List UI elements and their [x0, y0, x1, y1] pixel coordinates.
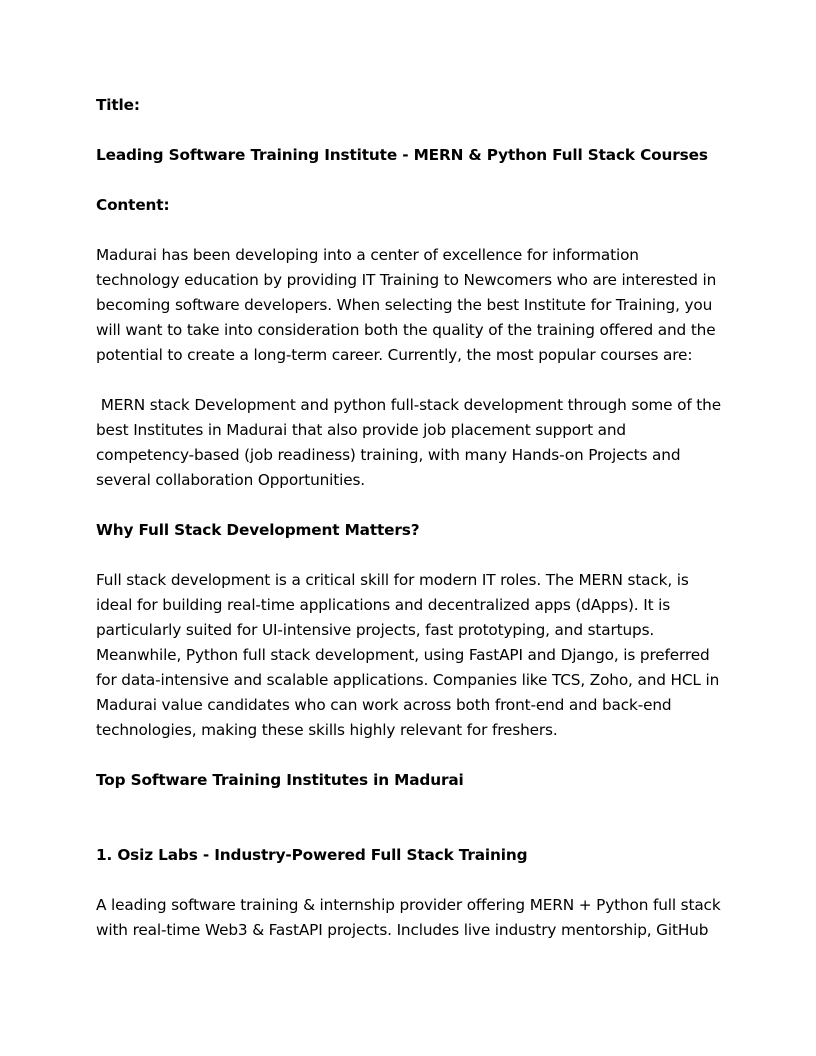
content-label: Content:: [96, 196, 170, 214]
intro-paragraph: Madurai has been developing into a center of excellence for information technology education by providing IT Training to Newcomers who are interested in becoming software developers. When selecting the best Institute for Training, you will want to take into consideration both the quality of the training offered and the potential to create a long-term career. Currently, the most popular courses are:: [96, 246, 717, 364]
top-institutes-heading: Top Software Training Institutes in Madurai: [96, 771, 464, 789]
document-page: [96, 93, 726, 968]
title-label: Title:: [96, 96, 140, 114]
institute-1-heading: 1. Osiz Labs - Industry-Powered Full Stack Training: [96, 846, 528, 864]
why-heading: Why Full Stack Development Matters?: [96, 521, 420, 539]
courses-paragraph: MERN stack Development and python full-stack development through some of the best Institutes in Madurai that also provide job placement support and competency-based (job readiness) training, with many Hands-on Projects and several collaboration Opportunities.: [96, 396, 726, 489]
document-title: Leading Software Training Institute - MERN & Python Full Stack Courses: [96, 146, 708, 164]
institute-1-paragraph: A leading software training & internship provider offering MERN + Python full stack with real-time Web3 & FastAPI projects. Includes live industry mentorship, GitHub: [96, 896, 721, 939]
why-paragraph: Full stack development is a critical skill for modern IT roles. The MERN stack, is ideal for building real-time applications and decentralized apps (dApps). It is particularly suited for UI-intensive projects, fast prototyping, and startups. Meanwhile, Python full stack development, using FastAPI and Django, is preferred for data-intensive and scalable applications. Companies like TCS, Zoho, and HCL in Madurai value candidates who can work across both front-end and back-end technologies, making these skills highly relevant for freshers.: [96, 571, 720, 739]
